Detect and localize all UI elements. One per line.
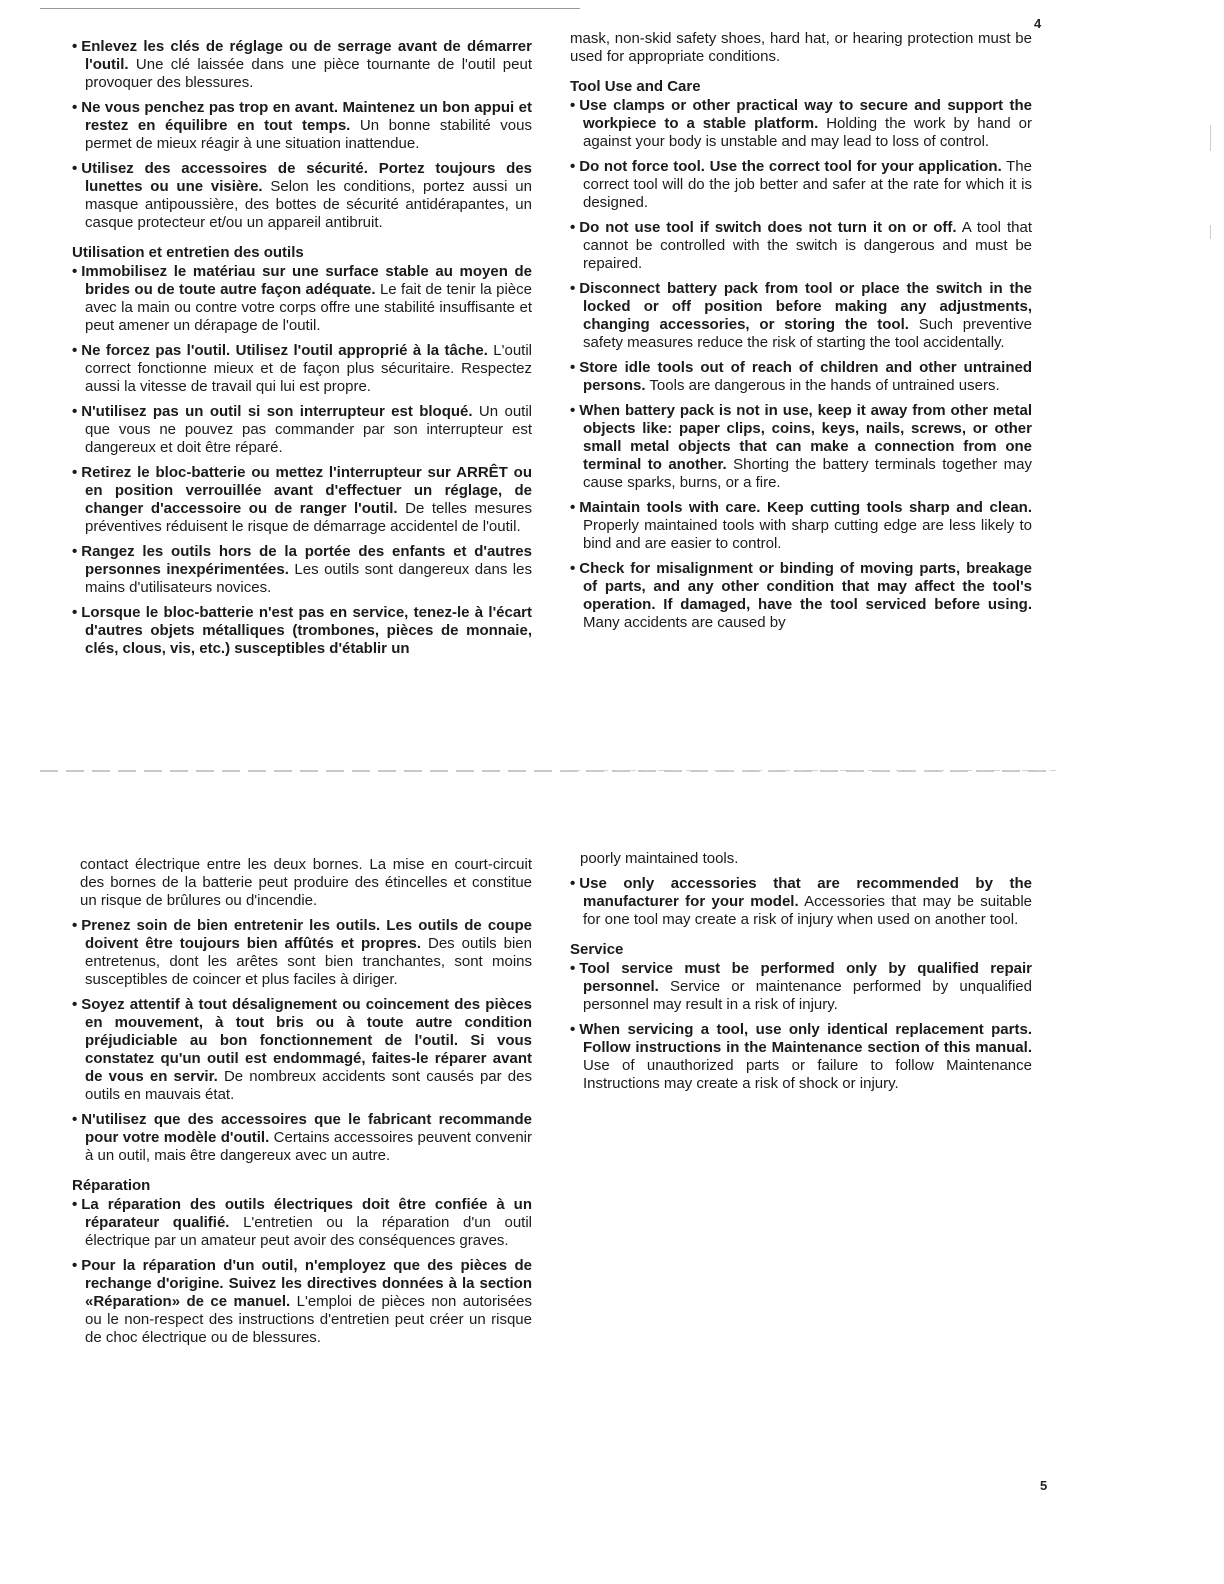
bullet-list (72, 917, 532, 1165)
bullet-item (570, 280, 1032, 352)
bullet-text: Accessories that may be suitable for one tool may create a risk of injury when used on another tool. (583, 893, 1033, 928)
bullet-item (570, 560, 1032, 632)
paragraph: poorly maintained tools. (580, 850, 739, 867)
section-heading: Service (570, 941, 624, 958)
bullet-icon: • (570, 219, 576, 236)
bullet-text: Properly maintained tools with sharp cutting edge are less likely to bind and are easier to control. (583, 517, 1032, 552)
bullet-list (570, 960, 1032, 1093)
bullet-lead: Maintain tools with care. Keep cutting tools sharp and clean. (579, 499, 1032, 516)
bullet-icon: • (72, 342, 78, 359)
bullet-item (72, 464, 532, 536)
bullet-icon: • (570, 1021, 576, 1038)
bullet-icon: • (570, 560, 576, 577)
bullet-text: Shorting the battery terminals together may cause sparks, burns, or a fire. (583, 456, 1032, 491)
edge-mark (1210, 125, 1211, 151)
bullet-text: L'entretien ou la réparation d'un outil électrique par un amateur peut avoir des conséquences graves. (85, 1214, 532, 1249)
paragraph: contact électrique entre les deux bornes. La mise en court-circuit des bornes de la batterie peut produire des étincelles et constitue un risque de brûlures ou d'incendie. (80, 856, 532, 909)
bullet-icon: • (570, 402, 576, 419)
bullet-list (570, 875, 1032, 929)
bullet-lead: Do not use tool if switch does not turn it on or off. (579, 219, 957, 236)
top-left-column (72, 38, 532, 665)
bullet-lead: Check for misalignment or binding of moving parts, breakage of parts, and any other condition that may affect the tool's operation. If damaged, have the tool serviced before using. (579, 560, 1032, 613)
top-right-column (570, 30, 1032, 639)
bullet-item (72, 543, 532, 597)
bullet-lead: Immobilisez le matériau sur une surface stable au moyen de brides ou de toute autre façon adéquate. (81, 263, 532, 298)
bullet-lead: Lorsque le bloc-batterie n'est pas en service, tenez-le à l'écart d'autres objets métalliques (trombones, pièces de monnaie, clés, clous, vis, etc.) susceptibles d'établir un (81, 604, 532, 657)
bullet-item (570, 960, 1032, 1014)
edge-mark (1210, 225, 1211, 239)
bullet-icon: • (72, 263, 78, 280)
bullet-lead: La réparation des outils électriques doit être confiée à un réparateur qualifié. (81, 1196, 532, 1231)
bullet-icon: • (570, 960, 576, 977)
bullet-item (570, 219, 1032, 273)
bullet-text: Many accidents are caused by (583, 614, 786, 631)
bullet-text: De telles mesures préventives réduisent le risque de démarrage accidentel de l'outil. (85, 500, 532, 535)
bullet-text: Such preventive safety measures reduce the risk of starting the tool accidentally. (583, 316, 1032, 351)
bullet-item (570, 359, 1032, 395)
bullet-item (72, 403, 532, 457)
bullet-text: Tools are dangerous in the hands of untrained users. (645, 377, 1000, 394)
bullet-list (72, 1196, 532, 1347)
bullet-text: Service or maintenance performed by unqualified personnel may result in a risk of injury. (583, 978, 1032, 1013)
bullet-item (72, 38, 532, 92)
bullet-icon: • (72, 160, 78, 177)
page-fold-line (560, 770, 1060, 771)
section-heading: Utilisation et entretien des outils (72, 244, 304, 261)
bullet-text: Un outil que vous ne pouvez pas commander par son interrupteur est dangereux et doit être réparé. (85, 403, 532, 456)
bullet-lead: N'utilisez que des accessoires que le fabricant recommande pour votre modèle d'outil. (81, 1111, 532, 1146)
bullet-lead: Retirez le bloc-batterie ou mettez l'interrupteur sur ARRÊT ou en position verrouillée avant d'effectuer un réglage, de changer d'accessoire ou de ranger l'outil. (81, 464, 532, 517)
bullet-icon: • (570, 97, 576, 114)
bullet-icon: • (72, 996, 78, 1013)
bullet-item (72, 917, 532, 989)
bullet-lead: Utilisez des accessoires de sécurité. Portez toujours des lunettes ou une visière. (81, 160, 532, 195)
page-number-top: 4 (1034, 16, 1042, 31)
bullet-item (72, 1196, 532, 1250)
bullet-item (72, 263, 532, 335)
top-rule (40, 8, 580, 9)
bottom-left-column (72, 856, 532, 1354)
bullet-text: L'outil correct fonctionne mieux et de façon plus sécuritaire. Respectez aussi la vitesse de travail qui lui est propre. (85, 342, 532, 395)
bullet-icon: • (72, 38, 78, 55)
bullet-text: Selon les conditions, portez aussi un masque antipoussière, des bottes de sécurité antidérapantes, un casque protecteur et/ou un appareil antibruit. (85, 178, 532, 231)
page-number-bottom: 5 (1040, 1478, 1048, 1493)
bullet-text: Holding the work by hand or against your body is unstable and may lead to loss of control. (583, 115, 1032, 150)
bullet-lead: N'utilisez pas un outil si son interrupteur est bloqué. (81, 403, 473, 420)
bullet-text: Un bonne stabilité vous permet de mieux réagir à une situation inattendue. (85, 117, 532, 152)
bullet-text: Une clé laissée dans une pièce tournante de l'outil peut provoquer des blessures. (85, 56, 532, 91)
bullet-list (72, 38, 532, 232)
bullet-lead: Ne vous penchez pas trop en avant. Maintenez un bon appui et restez en équilibre en tout temps. (81, 99, 532, 134)
bullet-icon: • (72, 1111, 78, 1128)
bullet-lead: Enlevez les clés de réglage ou de serrage avant de démarrer l'outil. (81, 38, 532, 73)
bullet-item (72, 160, 532, 232)
bullet-lead: Do not force tool. Use the correct tool for your application. (579, 158, 1002, 175)
bullet-icon: • (72, 403, 78, 420)
bullet-item (570, 499, 1032, 553)
bullet-text: L'emploi de pièces non autorisées ou le non-respect des instructions d'entretien peut créer un risque de choc électrique ou de blessures. (85, 1293, 532, 1346)
bullet-item (72, 1257, 532, 1347)
bullet-lead: Disconnect battery pack from tool or place the switch in the locked or off position before making any adjustments, changing accessories, or storing the tool. (579, 280, 1032, 333)
bullet-lead: Use only accessories that are recommended by the manufacturer for your model. (579, 875, 1032, 910)
bullet-text: Certains accessoires peuvent convenir à un outil, mais être dangereux avec un autre. (85, 1129, 533, 1164)
section-heading: Tool Use and Care (570, 78, 701, 95)
bullet-lead: Pour la réparation d'un outil, n'employez que des pièces de rechange d'origine. Suivez les directives données à la section «Réparation» de ce manuel. (81, 1257, 532, 1310)
bullet-text: Use of unauthorized parts or failure to follow Maintenance Instructions may create a risk of shock or injury. (583, 1057, 1032, 1092)
bullet-lead: Prenez soin de bien entretenir les outils. Les outils de coupe doivent être toujours bien affûtés et propres. (81, 917, 532, 952)
bullet-lead: When servicing a tool, use only identical replacement parts. Follow instructions in the Maintenance section of this manual. (579, 1021, 1032, 1056)
bullet-icon: • (570, 158, 576, 175)
paragraph: mask, non-skid safety shoes, hard hat, or hearing protection must be used for appropriate conditions. (570, 30, 1032, 65)
bullet-icon: • (72, 917, 78, 934)
bullet-text: The correct tool will do the job better and safer at the rate for which it is designed. (583, 158, 1032, 211)
bullet-item (72, 342, 532, 396)
bullet-item (570, 1021, 1032, 1093)
bullet-lead: Rangez les outils hors de la portée des enfants et d'autres personnes inexpérimentées. (81, 543, 532, 578)
bullet-item (72, 604, 532, 658)
section-heading: Réparation (72, 1177, 151, 1194)
bullet-item (570, 402, 1032, 492)
bullet-item (570, 875, 1032, 929)
bullet-icon: • (570, 875, 576, 892)
bottom-right-column (570, 850, 1032, 1100)
bullet-lead: Store idle tools out of reach of children and other untrained persons. (579, 359, 1032, 394)
bullet-item (72, 1111, 532, 1165)
bullet-lead: Soyez attentif à tout désalignement ou coincement des pièces en mouvement, à tout bris ou à toute autre condition préjudiciable au bon fonctionnement de l'outil. Si vous constatez qu'un outil est endommagé, faites-le réparer avant de vous en servir. (81, 996, 532, 1085)
bullet-lead: Ne forcez pas l'outil. Utilisez l'outil approprié à la tâche. (81, 342, 488, 359)
bullet-icon: • (72, 464, 78, 481)
bullet-icon: • (570, 499, 576, 516)
bullet-text: De nombreux accidents sont causés par des outils en mauvais état. (85, 1068, 532, 1103)
bullet-text: Les outils sont dangereux dans les mains d'utilisateurs novices. (85, 561, 532, 596)
bullet-item (570, 97, 1032, 151)
bullet-lead: When battery pack is not in use, keep it away from other metal objects like: paper clips, coins, keys, nails, screws, or other small metal objects that can make a connection from one terminal to another. (579, 402, 1032, 473)
bullet-icon: • (72, 1196, 78, 1213)
bullet-list (72, 263, 532, 658)
bullet-list (570, 97, 1032, 632)
bullet-icon: • (570, 359, 576, 376)
bullet-icon: • (72, 604, 78, 621)
bullet-icon: • (570, 280, 576, 297)
bullet-item (570, 158, 1032, 212)
bullet-text: Le fait de tenir la pièce avec la main ou contre votre corps offre une stabilité insuffisante et peut amener un dérapage de l'outil. (85, 281, 532, 334)
bullet-item (72, 99, 532, 153)
bullet-item (72, 996, 532, 1104)
bullet-icon: • (72, 1257, 78, 1274)
bullet-text: A tool that cannot be controlled with the switch is dangerous and must be repaired. (583, 219, 1032, 272)
bullet-lead: Tool service must be performed only by qualified repair personnel. (579, 960, 1032, 995)
bullet-lead: Use clamps or other practical way to secure and support the workpiece to a stable platform. (579, 97, 1032, 132)
bullet-icon: • (72, 99, 78, 116)
bullet-icon: • (72, 543, 78, 560)
bullet-text: Des outils bien entretenus, dont les arêtes sont bien tranchantes, sont moins susceptibles de coincer et plus faciles à diriger. (85, 935, 532, 988)
